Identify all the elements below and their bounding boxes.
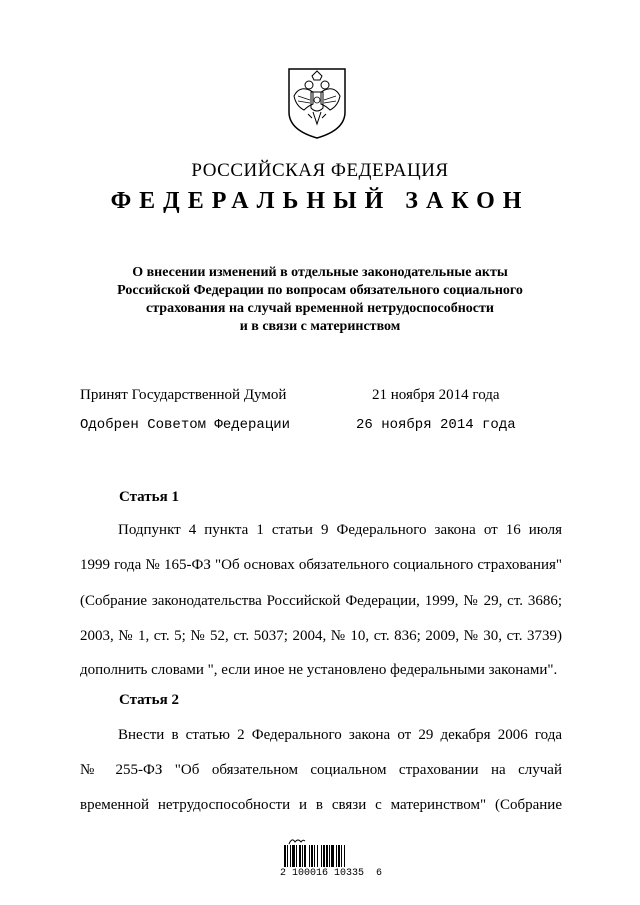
- adopted-by-label: Принят Государственной Думой: [80, 387, 287, 403]
- approved-by-label: Одобрен Советом Федерации: [80, 417, 291, 433]
- law-type-heading: ФЕДЕРАЛЬНЫЙ ЗАКОН: [110, 188, 530, 214]
- russian-coat-of-arms-icon: [286, 66, 348, 140]
- article-1-line: дополнить словами ", если иное не установлено федеральными законами".: [80, 662, 558, 678]
- article-1-line: 1999 года № 165-ФЗ "Об основах обязательного социального страхования": [80, 557, 562, 573]
- country-name: РОССИЙСКАЯ ФЕДЕРАЦИЯ: [191, 160, 449, 181]
- law-title-line: Российской Федерации по вопросам обязательного социального: [117, 283, 523, 298]
- approved-date: 26 ноября 2014 года: [356, 417, 516, 433]
- article-1-line: 2003, № 1, ст. 5; № 52, ст. 5037; 2004, № 10, ст. 836; 2009, № 30, ст. 3739): [80, 628, 562, 644]
- barcode-number: 2 100016 10335 6: [280, 868, 383, 879]
- article-2-heading: Статья 2: [119, 692, 179, 708]
- stamp-mark-icon: [288, 833, 306, 843]
- article-1-heading: Статья 1: [119, 489, 179, 505]
- article-1-line: Подпункт 4 пункта 1 статьи 9 Федерального закона от 16 июля: [118, 522, 562, 538]
- barcode-icon: [284, 845, 362, 867]
- adopted-date: 21 ноября 2014 года: [372, 387, 500, 403]
- article-2-line: Внести в статью 2 Федерального закона от 29 декабря 2006 года: [118, 727, 562, 743]
- article-1-line: (Собрание законодательства Российской Федерации, 1999, № 29, ст. 3686;: [80, 593, 562, 609]
- law-title-line: страхования на случай временной нетрудоспособности: [146, 301, 494, 316]
- law-title-line: О внесении изменений в отдельные законодательные акты: [132, 265, 508, 280]
- law-title-line: и в связи с материнством: [239, 319, 401, 334]
- article-2-line: временной нетрудоспособности и в связи с материнством" (Собрание: [80, 797, 562, 813]
- article-2-line: № 255-ФЗ "Об обязательном социальном страховании на случай: [80, 762, 562, 778]
- law-title: [80, 264, 560, 336]
